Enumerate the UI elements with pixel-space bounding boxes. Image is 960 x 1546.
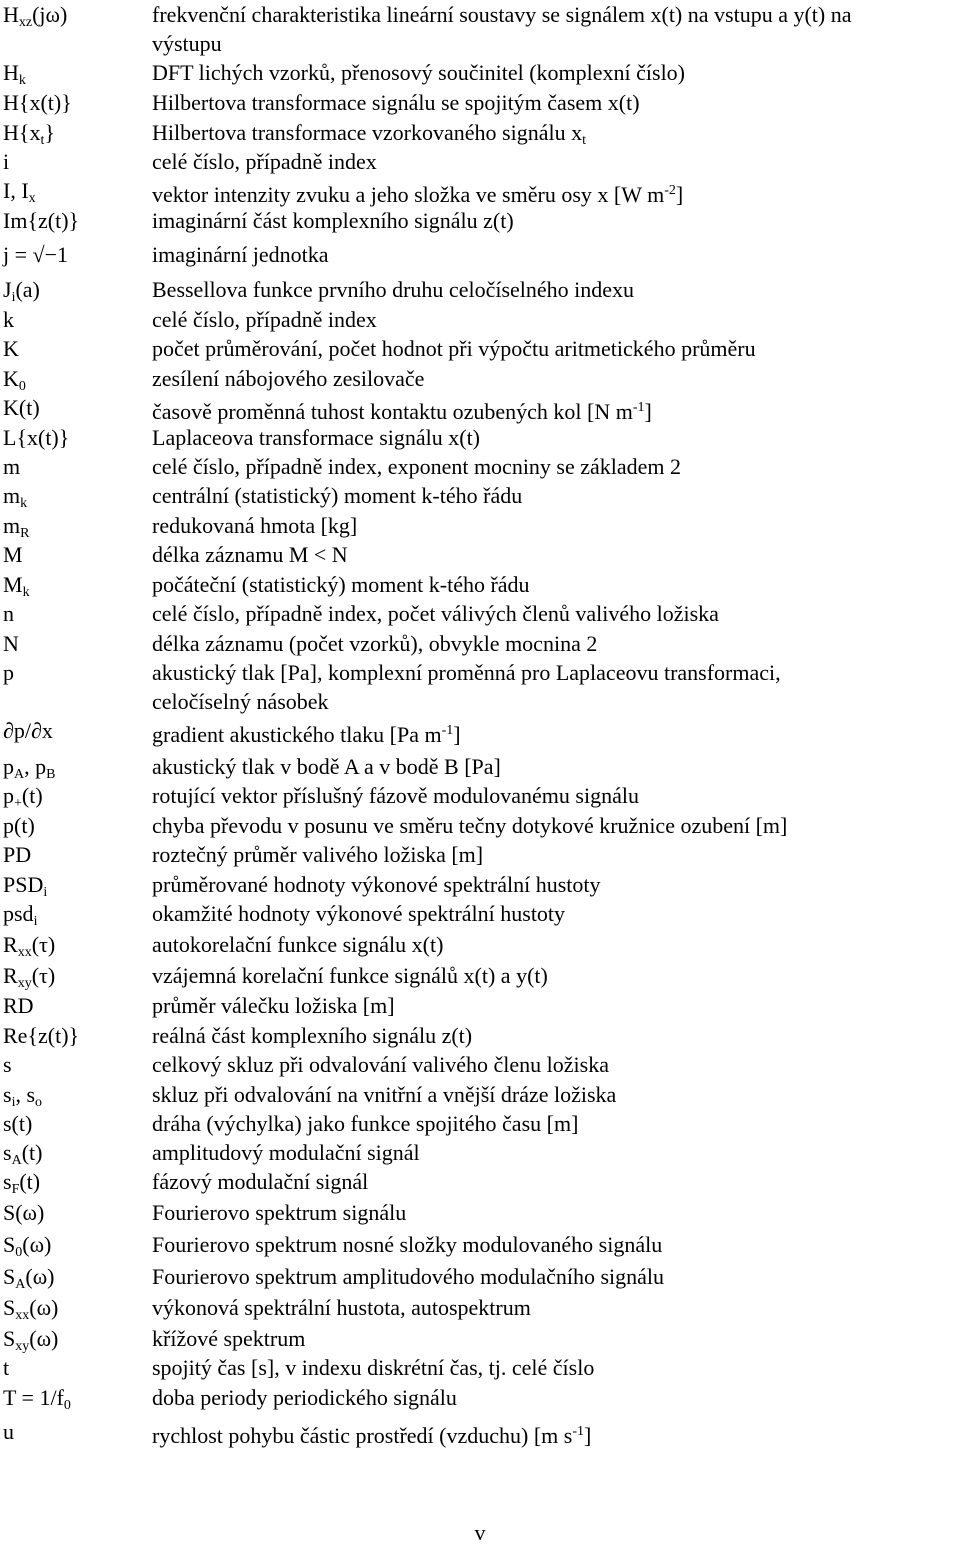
symbol-text: S <box>3 1295 16 1320</box>
symbol-text: (ω) <box>22 1232 52 1257</box>
symbol-text: (jω) <box>32 2 68 27</box>
symbol-subscript: 0 <box>18 379 26 394</box>
description-text: redukovaná hmota [kg] <box>152 513 358 538</box>
symbol-description <box>152 1198 406 1227</box>
symbol-text: s <box>3 1169 12 1194</box>
symbol <box>3 240 68 269</box>
description-text: autokorelační funkce signálu x(t) <box>152 932 444 957</box>
symbol <box>3 540 23 569</box>
symbol-subscript: A <box>11 1153 22 1168</box>
description-text: akustický tlak v bodě A a v bodě B [Pa] <box>152 754 501 779</box>
symbol <box>3 658 14 687</box>
symbol-description <box>152 811 787 840</box>
symbol-description <box>152 1050 609 1079</box>
symbol <box>3 0 67 37</box>
symbol-subscript: x <box>28 191 36 206</box>
symbol-text: H <box>3 2 19 27</box>
description-text: frekvenční charakteristika lineární soustavy se signálem x(t) na vstupu a y(t) na <box>152 2 852 27</box>
symbol-text: T = 1/f <box>3 1385 64 1410</box>
description-text: ] <box>584 1423 592 1448</box>
symbol-subscript: + <box>14 796 22 811</box>
symbol-text: (τ) <box>31 963 56 988</box>
symbol-text: , s <box>15 1082 36 1107</box>
symbol-text: S <box>3 1326 16 1351</box>
description-text: dráha (výchylka) jako funkce spojitého času [m] <box>152 1111 579 1136</box>
symbol-description <box>152 781 639 810</box>
symbol-text: (ω) <box>29 1326 59 1351</box>
symbol-text: Im{z(t)} <box>3 208 80 233</box>
description-text: ] <box>675 182 684 207</box>
symbol-text: m <box>3 483 21 508</box>
symbol-description <box>152 840 483 869</box>
symbol-description <box>152 147 377 176</box>
symbol-text: } <box>44 120 55 145</box>
symbol-description <box>152 0 852 29</box>
description-text: DFT lichých vzorků, přenosový součinitel (komplexní číslo) <box>152 60 686 85</box>
symbol-text: (ω) <box>25 1264 55 1289</box>
symbol-text: (t) <box>21 1140 43 1165</box>
symbol-subscript: xz <box>18 15 33 30</box>
symbol-subscript: R <box>20 526 30 541</box>
symbol-subscript: A <box>15 1277 26 1292</box>
symbol-description <box>152 961 548 990</box>
symbol-text: ∂p/∂x <box>3 718 53 743</box>
description-text: celé číslo, případně index, počet válivých členů valivého ložiska <box>152 601 719 626</box>
description-text: zesílení nábojového zesilovače <box>152 366 425 391</box>
symbol <box>3 599 14 628</box>
description-text: Hilbertova transformace vzorkovaného signálu x <box>152 120 583 145</box>
description-text: vzájemná korelační funkce signálů x(t) a y(t) <box>152 963 548 988</box>
description-text: rychlost pohybu částic prostředí (vzduchu) [m s <box>152 1423 573 1448</box>
symbol <box>3 1198 44 1227</box>
symbol-text: RD <box>3 993 34 1018</box>
description-text: celé číslo, případně index <box>152 149 377 174</box>
symbol-description <box>152 393 652 426</box>
description-text: ] <box>453 722 461 747</box>
symbol-text: PD <box>3 842 32 867</box>
description-text: průměrované hodnoty výkonové spektrální hustoty <box>152 872 601 897</box>
symbol-text: j = √−1 <box>3 242 69 267</box>
symbol-description <box>152 1324 305 1353</box>
description-text: průměr válečku ložiska [m] <box>152 993 395 1018</box>
symbol-text: t <box>3 1355 10 1380</box>
symbol <box>3 1353 9 1382</box>
symbol-subscript: xy <box>15 1339 30 1354</box>
description-text: amplitudový modulační signál <box>152 1140 420 1165</box>
symbol-description <box>152 599 719 628</box>
symbol-description <box>152 658 781 687</box>
symbol-text: K(t) <box>3 395 40 420</box>
description-text: počáteční (statistický) moment k-tého řádu <box>152 572 530 597</box>
symbol-description <box>152 423 480 452</box>
description-text: časově proměnná tuhost kontaktu ozubených kol [N m <box>152 399 633 424</box>
description-text: Fourierovo spektrum signálu <box>152 1200 407 1225</box>
description-text: okamžité hodnoty výkonové spektrální hustoty <box>152 901 566 926</box>
symbol-description-continued: výstupu <box>152 31 222 56</box>
symbol-description <box>152 58 685 87</box>
symbol <box>3 629 19 658</box>
symbol-text: p <box>3 660 14 685</box>
symbol-subscript: o <box>35 1095 43 1110</box>
description-text: celkový skluz při odvalování valivého členu ložiska <box>152 1052 609 1077</box>
description-text: výkonová spektrální hustota, autospektrum <box>152 1295 531 1320</box>
symbol-description <box>152 1080 616 1109</box>
symbol-text: S(ω) <box>3 1200 45 1225</box>
symbol-description <box>152 570 530 599</box>
description-text: gradient akustického tlaku [Pa m <box>152 722 442 747</box>
symbol-description-continued: celočíselný násobek <box>152 689 329 714</box>
symbol <box>3 1383 71 1420</box>
symbol-subscript: F <box>11 1182 20 1197</box>
symbol-subscript: t <box>40 133 45 148</box>
symbol-description <box>152 305 377 334</box>
symbol-description <box>152 176 683 209</box>
symbol-text: u <box>3 1419 14 1444</box>
description-subscript: t <box>582 133 586 148</box>
symbol-text: Re{z(t)} <box>3 1023 80 1048</box>
symbol-subscript: xx <box>15 1308 30 1323</box>
symbol-text: R <box>3 932 18 957</box>
symbol <box>3 206 79 235</box>
symbol-description <box>152 991 395 1020</box>
symbol-text: m <box>3 454 21 479</box>
symbol-description <box>152 452 681 481</box>
symbol-subscript: xx <box>17 945 32 960</box>
symbol-subscript: A <box>14 767 25 782</box>
description-text: roztečný průměr valivého ložiska [m] <box>152 842 484 867</box>
symbol-subscript: 0 <box>15 1245 23 1260</box>
symbol-subscript: xy <box>17 976 32 991</box>
description-superscript: -1 <box>441 723 454 738</box>
description-text: celé číslo, případně index, exponent mocniny se základem 2 <box>152 454 682 479</box>
symbol-text: M <box>3 572 23 597</box>
description-superscript: -1 <box>632 400 645 415</box>
symbol-subscript: 0 <box>63 1398 71 1413</box>
symbol-description <box>152 1230 662 1259</box>
description-text: Bessellova funkce prvního druhu celočíselného indexu <box>152 277 635 302</box>
symbol-text: (t) <box>19 1169 41 1194</box>
symbol-description <box>152 88 640 117</box>
description-text: fázový modulační signál <box>152 1169 369 1194</box>
symbol-text: H{x <box>3 120 41 145</box>
description-text: ] <box>644 399 652 424</box>
description-text: rotující vektor příslušný fázově modulovanému signálu <box>152 783 639 808</box>
symbol-description <box>152 930 443 959</box>
symbol-description <box>152 481 522 510</box>
symbol-description <box>152 540 348 569</box>
symbol <box>3 1021 79 1050</box>
symbol-description <box>152 1167 368 1196</box>
symbol-text: p <box>3 754 14 779</box>
symbol <box>3 334 19 363</box>
symbol-description <box>152 1293 531 1322</box>
description-text: Fourierovo spektrum amplitudového modulačního signálu <box>152 1264 665 1289</box>
symbol-description <box>152 240 329 269</box>
description-text: spojitý čas [s], v indexu diskrétní čas, tj. celé číslo <box>152 1355 595 1380</box>
symbol-subscript: i <box>11 290 16 305</box>
symbol-text: n <box>3 601 14 626</box>
description-text: imaginární jednotka <box>152 242 329 267</box>
symbol-text: m <box>3 513 21 538</box>
symbol-description <box>152 629 597 658</box>
symbol-description <box>152 752 501 781</box>
symbol-text: s <box>3 1140 12 1165</box>
symbol <box>3 423 69 452</box>
description-text: délka záznamu (počet vzorků), obvykle mocnina 2 <box>152 631 598 656</box>
symbol <box>3 452 20 481</box>
description-text: Fourierovo spektrum nosné složky modulovaného signálu <box>152 1232 663 1257</box>
symbol-subscript: i <box>11 1095 16 1110</box>
symbol-description <box>152 899 565 928</box>
symbol <box>3 305 14 334</box>
symbol-text: (ω) <box>29 1295 59 1320</box>
symbol-text: s <box>3 1052 12 1077</box>
description-text: vektor intenzity zvuku a jeho složka ve směru osy x [W m <box>152 182 665 207</box>
symbol <box>3 811 35 840</box>
symbol-text: (τ) <box>31 932 56 957</box>
symbol-description <box>152 1262 664 1291</box>
symbol-text: k <box>3 307 14 332</box>
symbol-text: H{x(t)} <box>3 90 72 115</box>
symbol-subscript: i <box>33 914 38 929</box>
symbol <box>3 1050 12 1079</box>
symbol-description <box>152 716 461 749</box>
symbol-text: I, I <box>3 178 29 203</box>
symbol-description <box>152 206 514 235</box>
symbol-subscript: k <box>20 496 28 511</box>
description-text: Hilbertova transformace signálu se spojitým časem x(t) <box>152 90 640 115</box>
symbol-text: L{x(t)} <box>3 425 70 450</box>
symbol-text: p <box>3 783 14 808</box>
symbol-description <box>152 1021 472 1050</box>
description-text: celé číslo, případně index <box>152 307 377 332</box>
symbol <box>3 1109 32 1138</box>
symbol-text: s(t) <box>3 1111 33 1136</box>
symbol-text: (t) <box>21 783 43 808</box>
symbol <box>3 716 53 745</box>
symbol-description <box>152 364 424 393</box>
symbol <box>3 88 72 117</box>
symbol-text: i <box>3 149 10 174</box>
symbol <box>3 840 31 869</box>
symbol-subscript: k <box>22 585 30 600</box>
symbol-description <box>152 870 600 899</box>
symbol-text: psd <box>3 901 34 926</box>
symbol-text: S <box>3 1232 16 1257</box>
symbol-subscript: B <box>46 767 56 782</box>
symbol-description <box>152 1417 591 1450</box>
symbol-text: H <box>3 60 19 85</box>
symbol-description <box>152 1383 457 1412</box>
symbol <box>3 147 9 176</box>
symbol-text: N <box>3 631 19 656</box>
description-superscript: -1 <box>572 1424 585 1439</box>
symbol-subscript: i <box>43 885 48 900</box>
symbol <box>3 1417 14 1446</box>
symbol-text: K <box>3 366 19 391</box>
symbol <box>3 393 40 422</box>
description-text: počet průměrování, počet hodnot při výpočtu aritmetického průměru <box>152 336 756 361</box>
symbol-text: J <box>3 277 12 302</box>
description-superscript: -2 <box>664 183 676 198</box>
description-text: Laplaceova transformace signálu x(t) <box>152 425 481 450</box>
description-text: akustický tlak [Pa], komplexní proměnná pro Laplaceovu transformaci, <box>152 660 781 685</box>
symbol <box>3 118 55 155</box>
symbol-text: R <box>3 963 18 988</box>
symbol-text: M <box>3 542 23 567</box>
description-text: reálná část komplexního signálu z(t) <box>152 1023 473 1048</box>
description-text: imaginární část komplexního signálu z(t) <box>152 208 514 233</box>
description-text: skluz při odvalování na vnitřní a vnější dráze ložiska <box>152 1082 617 1107</box>
description-text: délka záznamu M < N <box>152 542 348 567</box>
symbol-text: (a) <box>15 277 40 302</box>
symbol-description <box>152 1109 578 1138</box>
symbol-description <box>152 1353 594 1382</box>
symbol-text: , p <box>24 754 47 779</box>
symbol-description <box>152 334 756 363</box>
symbol-text: p(t) <box>3 813 35 838</box>
symbol-text: K <box>3 336 19 361</box>
page-number: v <box>474 1520 486 1545</box>
symbol-text: S <box>3 1264 16 1289</box>
symbol-text: s <box>3 1082 12 1107</box>
symbol-text: PSD <box>3 872 44 897</box>
symbol-subscript: k <box>18 73 26 88</box>
symbol-description <box>152 275 634 304</box>
symbol-description <box>152 1138 420 1167</box>
symbol <box>3 991 34 1020</box>
symbol-description <box>152 511 357 540</box>
description-text: centrální (statistický) moment k-tého řádu <box>152 483 523 508</box>
description-text: doba periody periodického signálu <box>152 1385 457 1410</box>
description-text: chyba převodu v posunu ve směru tečny dotykové kružnice ozubení [m] <box>152 813 788 838</box>
symbol <box>3 1324 58 1361</box>
description-text: křížové spektrum <box>152 1326 306 1351</box>
